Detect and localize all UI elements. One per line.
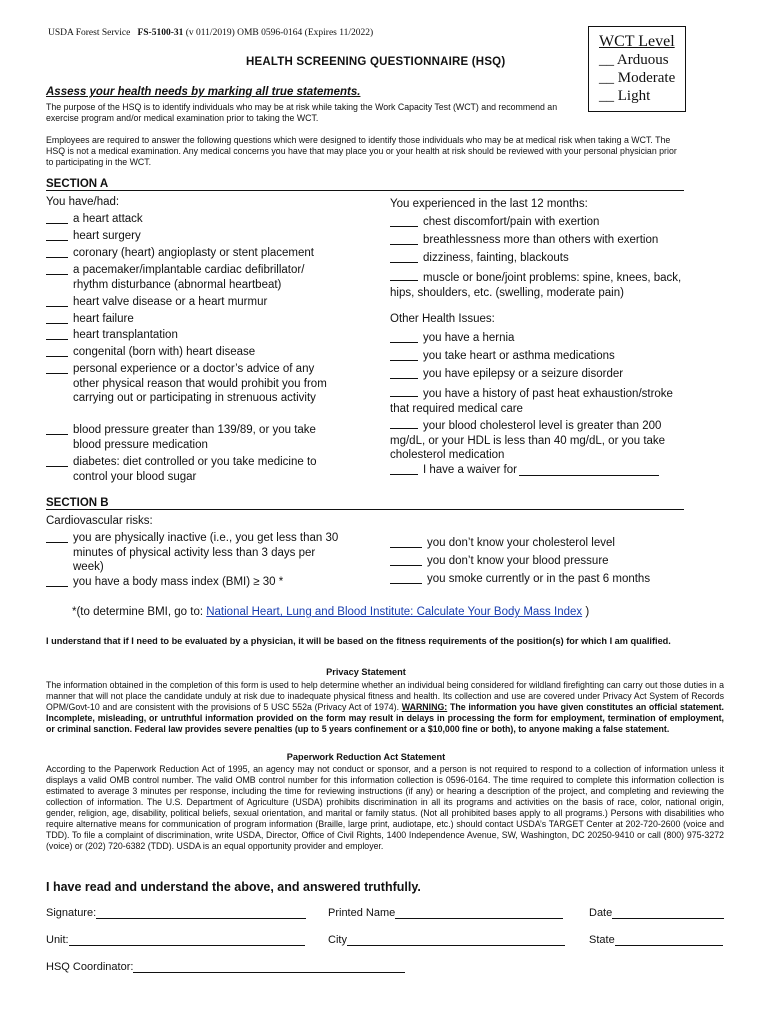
- list-item: heart surgery: [46, 229, 336, 246]
- checkbox-blank[interactable]: [46, 423, 68, 435]
- bmi-calculator-link[interactable]: National Heart, Lung and Blood Institute: Calculate Your Body Mass Index: [206, 606, 583, 618]
- checkbox-blank[interactable]: [46, 531, 68, 543]
- list-item: you have a hernia: [390, 331, 690, 349]
- section-a-right-label: You experienced in the last 12 months:: [390, 198, 588, 210]
- list-item: you have a body mass index (BMI) ≥ 30 *: [46, 575, 342, 593]
- agency-name: USDA Forest Service: [48, 28, 131, 38]
- intro-paragraph-1: The purpose of the HSQ is to identify individuals who may be at risk while taking the Work Capacity Test (WCT) and recommend an exercise program and/or medical examination prior to taking the WCT.: [46, 102, 558, 123]
- checkbox-blank[interactable]: [46, 362, 68, 374]
- list-item: you don’t know your blood pressure: [390, 554, 690, 572]
- checkbox-blank[interactable]: [390, 554, 422, 566]
- checkbox-blank[interactable]: [46, 575, 68, 587]
- list-item: a heart attack: [46, 212, 336, 229]
- coordinator-input[interactable]: [133, 960, 405, 973]
- wct-option-moderate[interactable]: __ Moderate: [599, 70, 676, 86]
- wct-level-title: WCT Level: [599, 33, 675, 50]
- warning-text: The information you have given constitutes an official statement. Incomplete, misleading, or untruthful information provided on the form may result in delays in processing the form for employment, termination of employment, or criminal sanction. Federal law provides severe penalties (up to 5 years confinement or a $10,000 fine or both), to anyone making a false statement.: [46, 702, 724, 734]
- list-item: you have epilepsy or a seizure disorder: [390, 367, 690, 385]
- section-b-left-list: [46, 531, 342, 593]
- list-item: a pacemaker/implantable cardiac defibrillator/ rhythm disturbance (abnormal heartbeat): [46, 263, 336, 295]
- checkbox-blank[interactable]: [390, 233, 418, 245]
- signature-input[interactable]: [96, 906, 306, 919]
- list-item: you take heart or asthma medications: [390, 349, 690, 367]
- checkbox-blank[interactable]: [390, 572, 422, 584]
- list-item: breathlessness more than others with exertion: [390, 233, 690, 251]
- section-a-left-label: You have/had:: [46, 196, 120, 208]
- bmi-note: *(to determine BMI, go to: National Heart, Lung and Blood Institute: Calculate Your Body Mass Index ): [72, 606, 590, 618]
- coordinator-field: HSQ Coordinator:: [46, 960, 405, 973]
- checkbox-blank[interactable]: [390, 349, 418, 361]
- signature-field: Signature:: [46, 906, 306, 919]
- checkbox-blank[interactable]: [390, 367, 418, 379]
- list-item: heart valve disease or a heart murmur: [46, 295, 336, 312]
- city-field: City: [328, 933, 565, 946]
- list-item: heart transplantation: [46, 328, 336, 345]
- checkbox-blank[interactable]: [46, 246, 68, 258]
- section-b-right-list: [390, 536, 690, 590]
- checkbox-blank[interactable]: [390, 417, 418, 429]
- checkbox-blank[interactable]: [390, 251, 418, 263]
- checkbox-blank[interactable]: [390, 215, 418, 227]
- wct-option-arduous[interactable]: __ Arduous: [599, 52, 669, 68]
- form-number: FS-5100-31: [137, 28, 184, 38]
- printed-name-input[interactable]: [395, 906, 563, 919]
- list-item: I have a waiver for: [390, 463, 690, 481]
- checkbox-blank[interactable]: [390, 331, 418, 343]
- date-field: Date: [589, 906, 724, 919]
- section-a-title: SECTION A: [46, 178, 109, 190]
- list-item: you smoke currently or in the past 6 months: [390, 572, 690, 590]
- attest-statement: I have read and understand the above, and answered truthfully.: [46, 880, 421, 894]
- privacy-statement: The information obtained in the completion of this form is used to help determine whether an individual being considered for wildland firefighting can carry out those duties in a manner that will not place the candidate unduly at risk due to inadequate physical fitness and health. Its collection and use are covered under Privacy Act System of Records OPM/Govt-10 and are consistent with the provisions of 5 USC 552a (Privacy Act of 1974). WARNING: The information you have given constitutes an official statement. Incomplete, misleading, or untruthful information provided on the form may result in delays in processing the form for employment, termination of employment, or criminal sanction. Federal law provides severe penalties (up to 5 years confinement or a $10,000 fine or both), to anyone making a false statement.: [46, 680, 724, 734]
- date-input[interactable]: [612, 906, 724, 919]
- list-item: blood pressure greater than 139/89, or you take blood pressure medication: [46, 423, 336, 455]
- section-a-left-list: [46, 212, 336, 487]
- section-b-title: SECTION B: [46, 497, 109, 509]
- form-meta: (v 011/2019) OMB 0596-0164 (Expires 11/2022): [185, 28, 374, 38]
- wct-option-light[interactable]: __ Light: [599, 88, 651, 104]
- page-title: HEALTH SCREENING QUESTIONNAIRE (HSQ): [246, 56, 506, 68]
- checkbox-blank[interactable]: [46, 263, 68, 275]
- list-item: personal experience or a doctor’s advice of any other physical reason that would prohibit you from carrying out or participating in strenuous activity: [46, 362, 336, 423]
- assess-heading: Assess your health needs by marking all true statements.: [46, 86, 361, 98]
- list-item: you are physically inactive (i.e., you get less than 30 minutes of physical activity less than 3 days per week): [46, 531, 342, 575]
- section-a-rule: [46, 190, 684, 191]
- unit-input[interactable]: [69, 933, 305, 946]
- checkbox-blank[interactable]: [46, 345, 68, 357]
- checkbox-blank[interactable]: [390, 463, 418, 475]
- privacy-title: Privacy Statement: [326, 667, 406, 677]
- list-item: diabetes: diet controlled or you take medicine to control your blood sugar: [46, 455, 336, 487]
- checkbox-blank[interactable]: [46, 455, 68, 467]
- checkbox-blank[interactable]: [46, 295, 68, 307]
- list-item: your blood cholesterol level is greater than 200 mg/dL, or your HDL is less than 40 mg/dL, or you take cholesterol medication: [390, 417, 690, 463]
- section-b-rule: [46, 509, 684, 510]
- checkbox-blank[interactable]: [46, 229, 68, 241]
- list-item: coronary (heart) angioplasty or stent placement: [46, 246, 336, 263]
- form-header-line: [48, 28, 373, 38]
- checkbox-blank[interactable]: [390, 536, 422, 548]
- list-item: dizziness, fainting, blackouts: [390, 251, 690, 269]
- waiver-input[interactable]: [519, 463, 659, 476]
- intro-paragraph-2: Employees are required to answer the following questions which were designed to identify those individuals who may be at medical risk when taking a WCT. The HSQ is not a medical examination. Any medical concerns you have that may place you or your health at risk should be reviewed with your personal physician prior to participating in the WCT.: [46, 135, 677, 167]
- city-input[interactable]: [347, 933, 565, 946]
- wct-level-box: [588, 26, 686, 112]
- checkbox-blank[interactable]: [390, 385, 418, 397]
- other-health-label: Other Health Issues:: [390, 313, 495, 325]
- state-field: State: [589, 933, 723, 946]
- checkbox-blank[interactable]: [46, 212, 68, 224]
- list-item: congenital (born with) heart disease: [46, 345, 336, 362]
- cardiovascular-label: Cardiovascular risks:: [46, 515, 153, 527]
- checkbox-blank[interactable]: [390, 269, 418, 281]
- checkbox-blank[interactable]: [46, 312, 68, 324]
- other-health-list: [390, 331, 690, 481]
- list-item: you have a history of past heat exhaustion/stroke that required medical care: [390, 385, 690, 417]
- paperwork-title: Paperwork Reduction Act Statement: [286, 752, 446, 762]
- list-item: chest discomfort/pain with exertion: [390, 215, 690, 233]
- list-item: you don’t know your cholesterol level: [390, 536, 690, 554]
- checkbox-blank[interactable]: [46, 328, 68, 340]
- unit-field: Unit:: [46, 933, 305, 946]
- warning-label: WARNING:: [401, 702, 448, 712]
- understand-statement: I understand that if I need to be evaluated by a physician, it will be based on the fitness requirements of the position(s) for which I am qualified.: [46, 636, 671, 646]
- paperwork-statement: According to the Paperwork Reduction Act of 1995, an agency may not conduct or sponsor, and a person is not required to respond to a collection of information unless it displays a valid OMB control number. The valid OMB control number for this information collection is 0596-0164. The time required to complete this information collection is estimated to average 3 minutes per response, including the time for reviewing instructions (if any) or hearing a description of the project, and completing and reviewing the collection of information. The U.S. Department of Agriculture (USDA) prohibits discrimination in all its programs and activities on the basis of race, color, national origin, gender, religion, age, disability, political beliefs, sexual orientation, and marital or family status. (Not all prohibited bases apply to all programs.) Persons with disabilities who require alternative means for communication of program information (Braille, large print, audiotape, etc.) should contact USDA’s TARGET Center at 202-720-2600 (voice and TDD). To file a complaint of discrimination, write USDA, Director, Office of Civil Rights, 1400 Independence Avenue, SW, Washington, DC 20250-9410 or call (800) 975-3272 (voice) or (202) 720-6382 (TDD). USDA is an equal opportunity provider and employer.: [46, 764, 724, 851]
- list-item: muscle or bone/joint problems: spine, knees, back, hips, shoulders, etc. (swelling, moderate pain): [390, 269, 690, 301]
- printed-name-field: Printed Name: [328, 906, 563, 919]
- list-item: heart failure: [46, 312, 336, 328]
- section-a-right-list: [390, 215, 690, 301]
- state-input[interactable]: [615, 933, 723, 946]
